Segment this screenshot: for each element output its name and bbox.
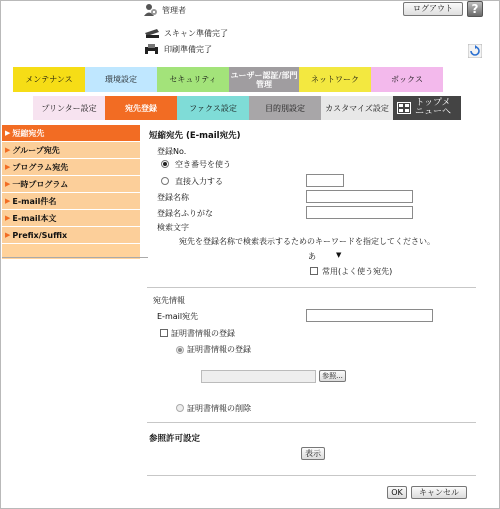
- sidebar-item-email-body[interactable]: [2, 210, 140, 227]
- search-char-description: 宛先を登録名称で検索表示するためのキーワードを指定してください。: [179, 237, 435, 246]
- tab-security[interactable]: セキュリティ: [157, 67, 229, 92]
- furigana-input[interactable]: [306, 206, 413, 219]
- tab-maintenance[interactable]: メンテナンス: [13, 67, 85, 92]
- auto-number-label: 空き番号を使う: [175, 160, 231, 169]
- main-tabs: [13, 67, 443, 92]
- frequent-checkbox[interactable]: [310, 267, 318, 275]
- name-input[interactable]: [306, 190, 413, 203]
- sidebar-divider: [2, 257, 148, 258]
- divider: [147, 475, 476, 476]
- user-info: [144, 3, 186, 17]
- printer-icon: [144, 43, 160, 55]
- scan-status-text: スキャン準備完了: [164, 28, 228, 38]
- sidebar-item-prefix-suffix[interactable]: [2, 227, 140, 244]
- arrow-right-icon: ▶: [5, 231, 11, 239]
- user-label: 管理者: [162, 5, 186, 15]
- name-label: 登録名称: [157, 193, 189, 202]
- dest-info-label: 宛先情報: [153, 296, 185, 305]
- top-menu-button[interactable]: [393, 96, 461, 120]
- cert-register-label: 証明書情報の登録: [187, 345, 251, 354]
- top-menu-label: トップメニューへ: [414, 98, 451, 117]
- tab-box[interactable]: ボックス: [371, 67, 443, 92]
- sidebar-item-label: プログラム宛先: [12, 162, 69, 172]
- tab-fax-settings[interactable]: ファクス設定: [177, 96, 249, 120]
- cert-register-radio[interactable]: [176, 346, 184, 354]
- tab-address-registration[interactable]: 宛先登録: [105, 96, 177, 120]
- top-menu-icon: [397, 102, 411, 114]
- cert-file-input[interactable]: [201, 370, 316, 383]
- sidebar-item-email-subject[interactable]: [2, 193, 140, 210]
- reg-no-label: 登録No.: [157, 147, 187, 156]
- ok-button[interactable]: OK: [387, 486, 407, 499]
- cert-info-checkbox[interactable]: [160, 329, 168, 337]
- sidebar-item-label: 一時プログラム: [12, 179, 69, 189]
- browse-button[interactable]: 参照...: [319, 370, 346, 382]
- tab-user-auth[interactable]: ユーザー認証/部門管理: [229, 67, 299, 92]
- auto-number-radio[interactable]: [161, 160, 169, 168]
- tab-network[interactable]: ネットワーク: [299, 67, 371, 92]
- divider: [147, 422, 476, 423]
- frequent-label: 常用(よく使う宛先): [322, 267, 393, 276]
- sidebar-item-temp-program[interactable]: [2, 176, 140, 193]
- divider: [147, 287, 476, 288]
- reference-settings-label: 参照許可設定: [149, 434, 201, 444]
- page-title: 短縮宛先 (E-mail宛先): [149, 131, 241, 141]
- cert-delete-label: 証明書情報の削除: [187, 404, 251, 413]
- administrator-icon: [144, 3, 158, 17]
- cert-info-label: 証明書情報の登録: [171, 329, 235, 338]
- arrow-right-icon: ▶: [5, 180, 11, 188]
- scan-status: [144, 27, 228, 39]
- search-char-label: 検索文字: [157, 223, 189, 232]
- search-char-value: あ: [308, 252, 316, 261]
- display-button[interactable]: 表示: [301, 447, 325, 460]
- print-status-text: 印刷準備完了: [164, 44, 212, 54]
- direct-input-label: 直接入力する: [175, 177, 223, 186]
- sidebar-item-group[interactable]: [2, 142, 140, 159]
- arrow-right-icon: ▶: [5, 129, 11, 137]
- sidebar: [2, 125, 140, 259]
- furigana-label: 登録名ふりがな: [157, 209, 213, 218]
- cancel-button[interactable]: キャンセル: [411, 486, 467, 499]
- dropdown-arrow-icon: ▼: [336, 251, 342, 259]
- arrow-right-icon: ▶: [5, 163, 11, 171]
- sub-tabs: [33, 96, 461, 120]
- scanner-icon: [144, 27, 160, 39]
- print-status: [144, 43, 212, 55]
- email-label: E-mail宛先: [157, 312, 199, 321]
- logout-button[interactable]: ログアウト: [403, 2, 463, 16]
- email-input[interactable]: [306, 309, 433, 322]
- tab-printer-settings[interactable]: プリンター設定: [33, 96, 105, 120]
- reg-no-input[interactable]: [306, 174, 344, 187]
- search-char-select[interactable]: [308, 251, 348, 263]
- tab-customize-settings[interactable]: カスタマイズ設定: [321, 96, 393, 120]
- sidebar-item-speed-dial[interactable]: [2, 125, 140, 142]
- arrow-right-icon: ▶: [5, 146, 11, 154]
- sidebar-item-label: E-mail本文: [12, 213, 57, 223]
- refresh-icon[interactable]: [468, 44, 482, 58]
- arrow-right-icon: ▶: [5, 214, 11, 222]
- help-button[interactable]: ?: [467, 1, 483, 17]
- tab-purpose-settings[interactable]: 目的別設定: [249, 96, 321, 120]
- sidebar-item-label: Prefix/Suffix: [12, 230, 68, 240]
- tab-environment-settings[interactable]: 環境設定: [85, 67, 157, 92]
- sidebar-item-label: E-mail件名: [12, 196, 57, 206]
- sidebar-item-label: 短縮宛先: [12, 128, 45, 138]
- sidebar-item-program[interactable]: [2, 159, 140, 176]
- cert-delete-radio[interactable]: [176, 404, 184, 412]
- direct-input-radio[interactable]: [161, 177, 169, 185]
- arrow-right-icon: ▶: [5, 197, 11, 205]
- sidebar-item-label: グループ宛先: [12, 145, 60, 155]
